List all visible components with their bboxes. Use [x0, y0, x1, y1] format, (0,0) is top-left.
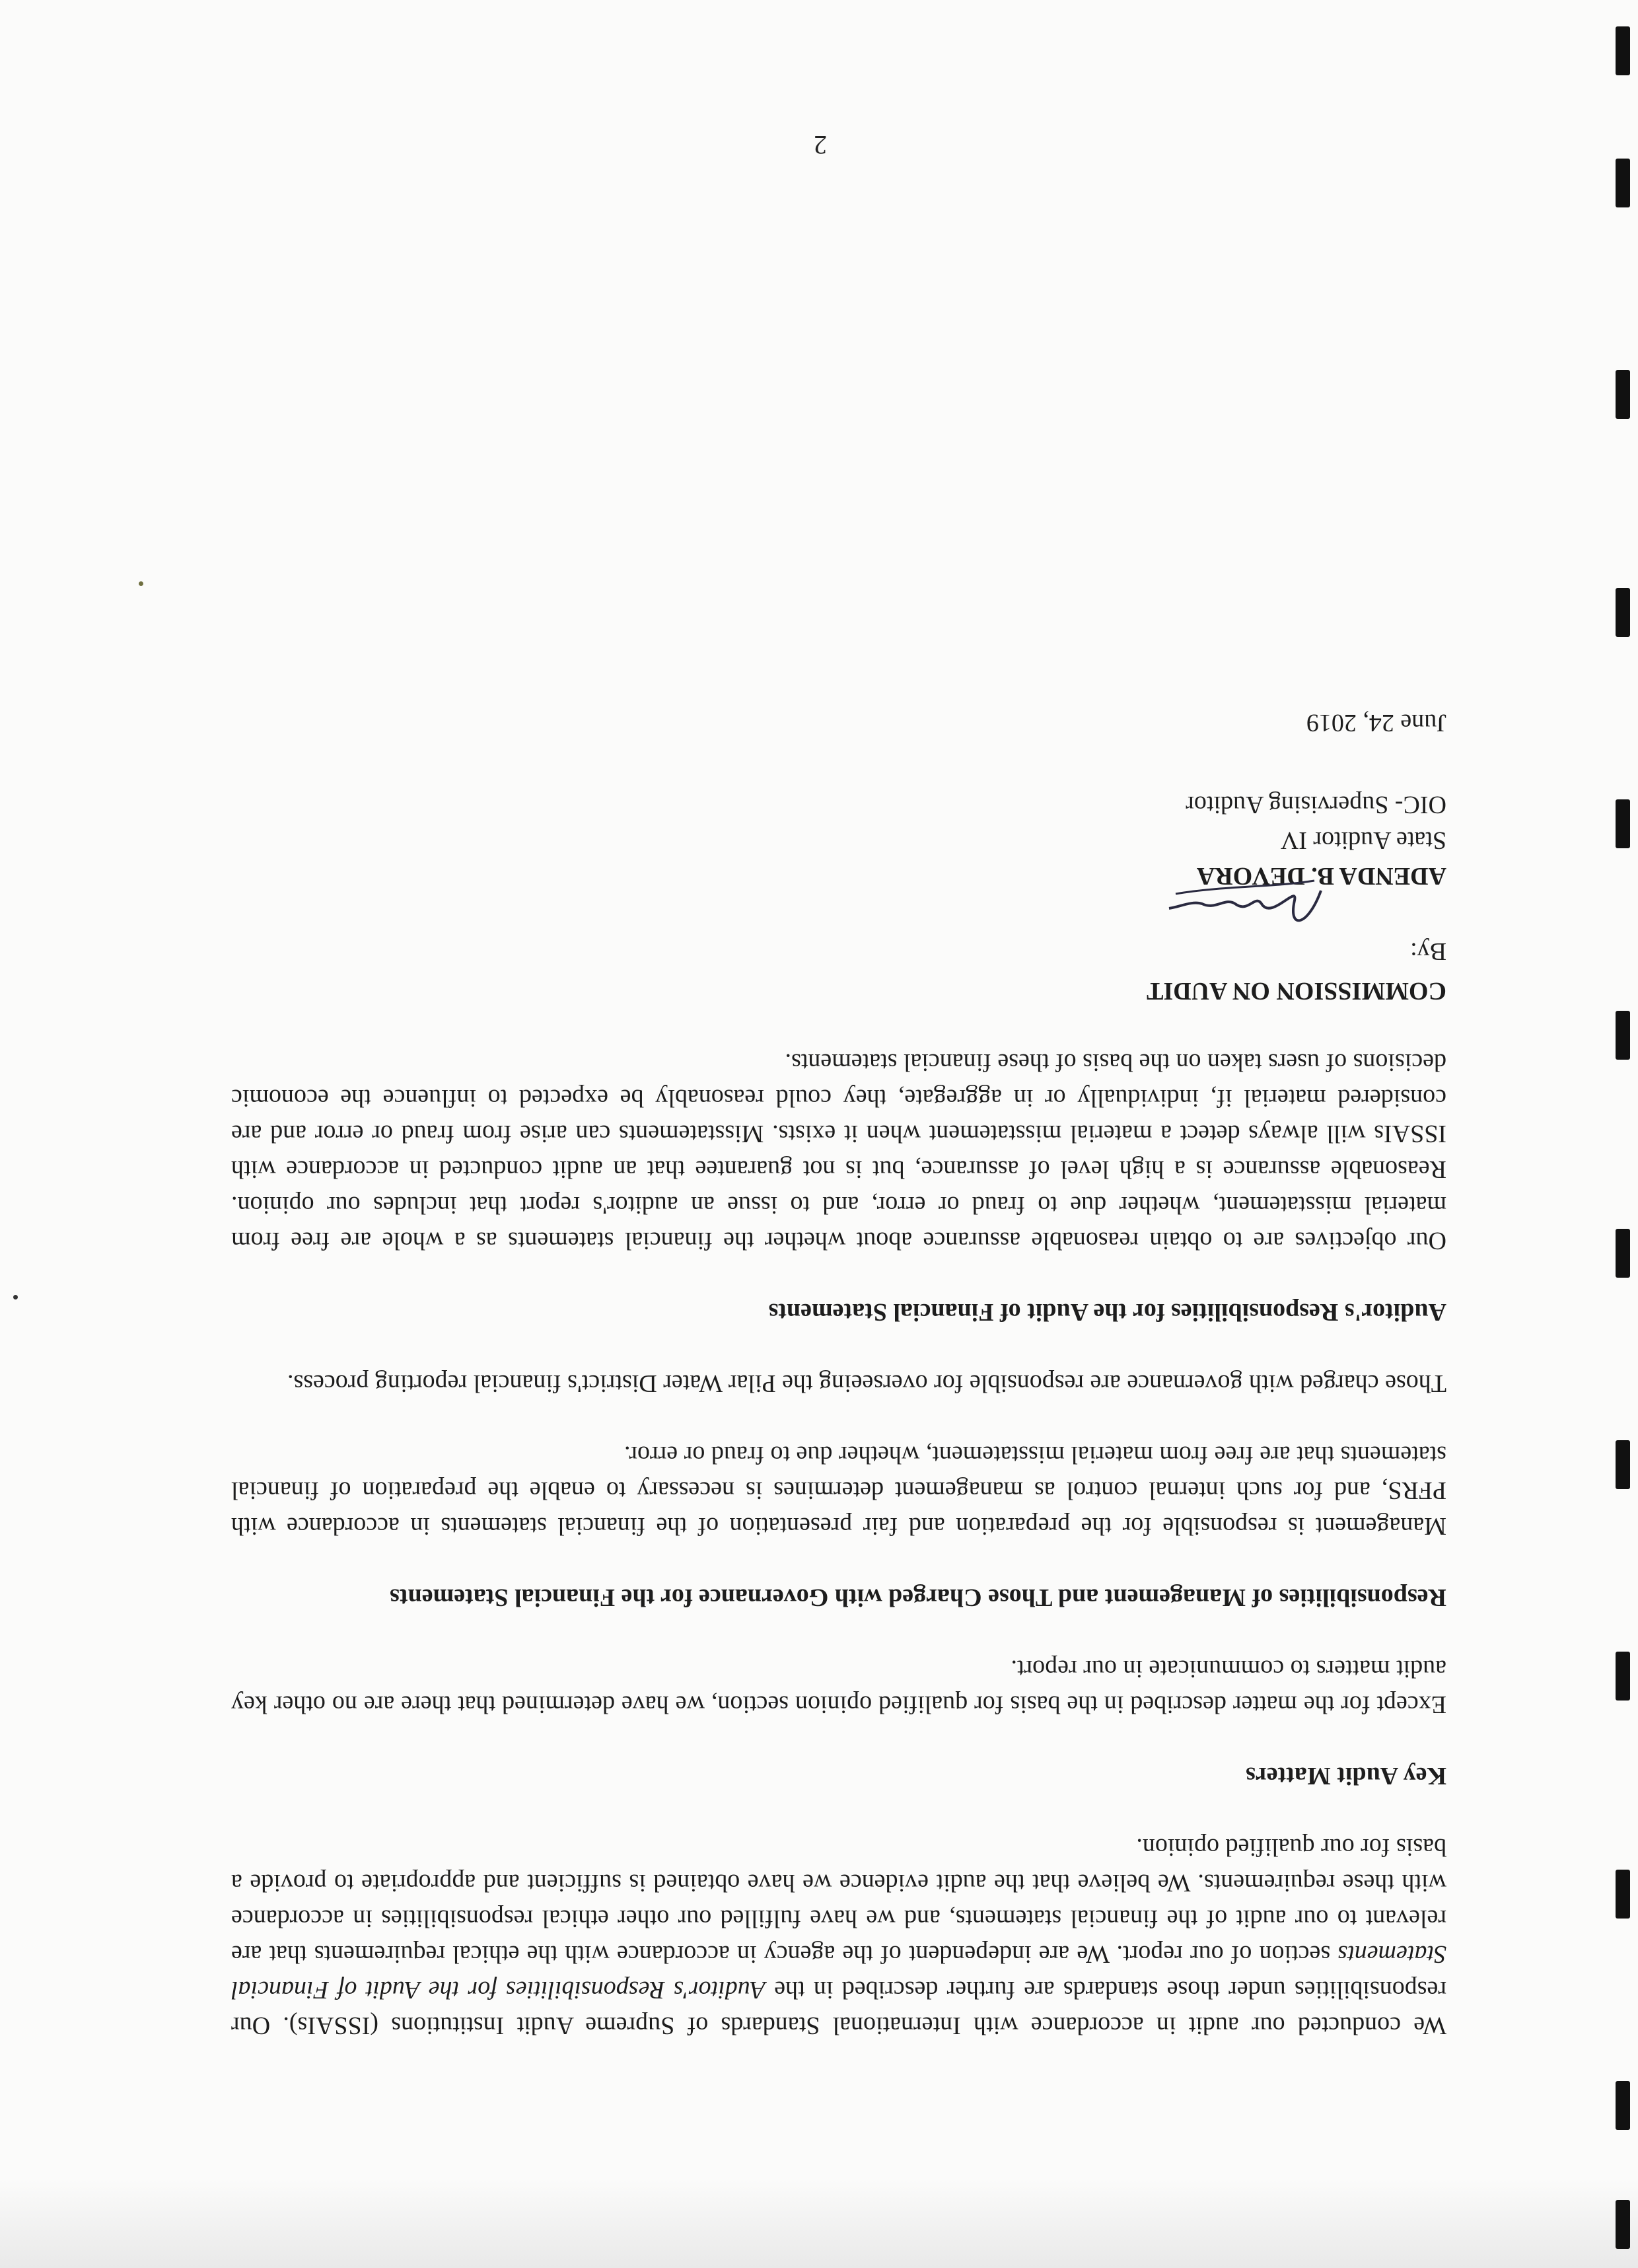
page-number: 2: [814, 130, 827, 160]
signatory-role: OIC- Supervising Auditor: [1186, 791, 1446, 819]
by-label: By:: [1410, 937, 1446, 965]
signatory-position: State Auditor IV: [1280, 826, 1446, 854]
organization-name: COMMISSION ON AUDIT: [1147, 977, 1446, 1005]
heading-management-responsibilities: Responsibilities of Management and Those Charged with Governance for the Financial Statements: [390, 1584, 1446, 1611]
scan-speck: [139, 581, 143, 586]
heading-key-audit-matters: Key Audit Matters: [1246, 1762, 1446, 1790]
paragraph-key-audit-matters: Except for the matter described in the basis for qualified opinion section, we have determined that there are no other key audit matters to communicate in our report.: [231, 1655, 1446, 1718]
document-body: [231, 705, 1446, 2043]
paragraph-audit-basis: We conducted our audit in accordance with International Standards of Supreme Audit Institutions (ISSAIs). Our responsibilities under those standards are further described in the Auditor's Responsibilities for the Audit of Financial Statements section of our report. We are independent of the agency in accordance with the ethical requirements that are relevant to our audit of the financial statements, and we have fulfilled our other ethical responsibilities in accordance with these requirements. We believe that the audit evidence we have obtained is sufficient and appropriate to provide a basis for our qualified opinion.: [231, 1833, 1446, 2039]
paragraph-governance: Those charged with governance are responsible for overseeing the Pilar Water District's financial reporting process.: [287, 1370, 1446, 1397]
heading-auditor-responsibilities: Auditor's Responsibilities for the Audit of Financial Statements: [768, 1298, 1446, 1326]
paragraph-management: Management is responsible for the preparation and fair presentation of the financial statements in accordance with PFRS, and for such internal control as management determines is necessary to enable the preparation of financial statements that are free from material misstatement, whether due to fraud or error.: [231, 1441, 1446, 1540]
paragraph-auditor-objectives: Our objectives are to obtain reasonable assurance about whether the financial statements as a whole are free from material misstatement, whether due to fraud or error, and to issue an auditor's report that includes our opinion. Reasonable assurance is a high level of assurance, but is not guarantee that an audit conducted in accordance with ISSAIs will always detect a material misstatement when it exists. Misstatements can arise from fraud or error and are considered material if, individually or in aggregate, they could reasonably be expected to influence the economic decisions of users taken on the basis of these financial statements.: [231, 1048, 1446, 1255]
binding-holes: [1610, 0, 1638, 2268]
handwritten-signature: [1162, 867, 1334, 940]
signature-block: [231, 705, 1446, 1009]
section-reference: Auditor's Responsibilities for the Audit of Financial Statements: [231, 1940, 1446, 2004]
scan-speck: [13, 1295, 18, 1299]
signatory-name: ADENDA B. DEVORA: [231, 858, 1446, 894]
signature-date: June 24, 2019: [1306, 709, 1446, 737]
